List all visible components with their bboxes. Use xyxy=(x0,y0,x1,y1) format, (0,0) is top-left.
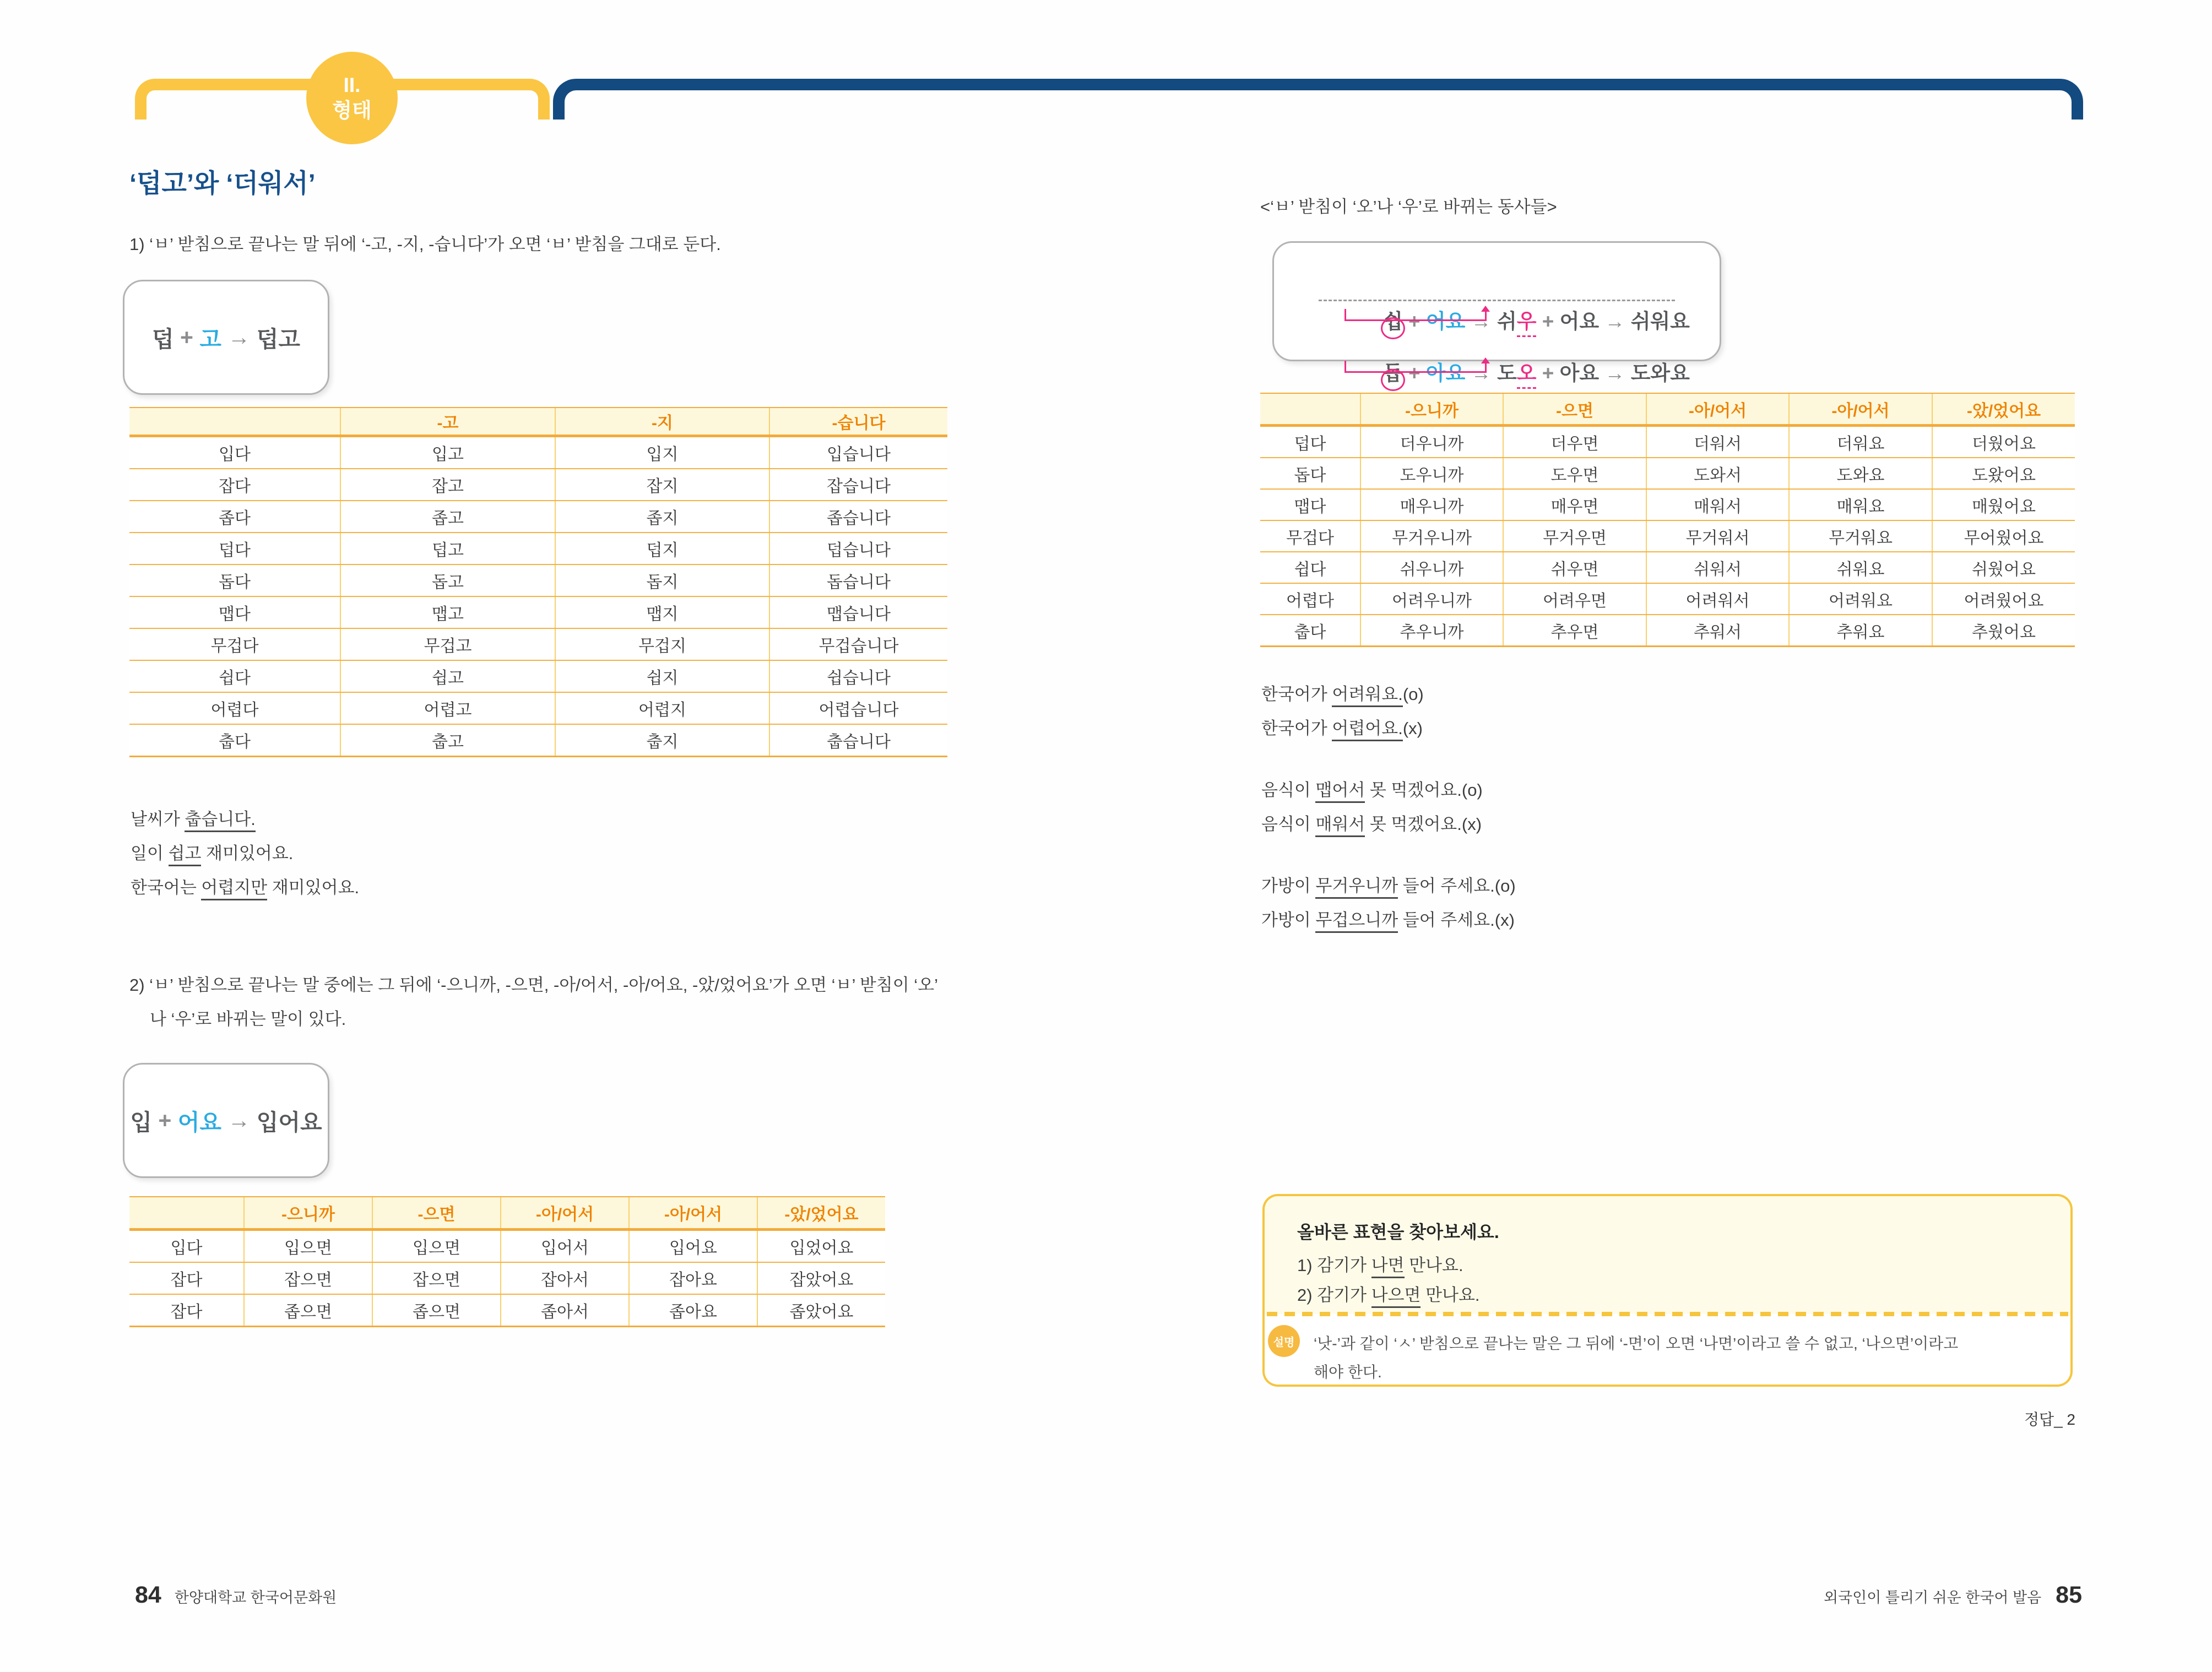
table-cell: 입지 xyxy=(555,436,769,469)
text-segment: + xyxy=(1402,310,1426,333)
right-footer-text: 외국인이 틀리기 쉬운 한국어 발음 xyxy=(1824,1589,2042,1606)
text-segment: 춥습니다. xyxy=(185,810,255,832)
table-cell: 덥다 xyxy=(1260,426,1360,458)
text-segment: 무겁으니까 xyxy=(1315,910,1398,933)
page-title: ‘덥고’와 ‘더워서’ xyxy=(129,169,316,198)
example-sentence xyxy=(1261,776,1483,803)
table-cell: 돕지 xyxy=(555,564,769,596)
text-segment: 매워서 xyxy=(1315,815,1365,837)
table-header-cell: -아/어서 xyxy=(1789,393,1932,426)
table-row xyxy=(129,628,947,660)
text-segment: 일이 xyxy=(131,844,169,863)
table-cell: 좁아요 xyxy=(629,1294,757,1327)
table-row xyxy=(129,564,947,596)
table-cell: 잡지 xyxy=(555,469,769,501)
text-segment: 만나요. xyxy=(1404,1256,1463,1275)
quiz-item-1 xyxy=(1297,1251,1463,1278)
table-cell: 좁으면 xyxy=(372,1294,501,1327)
table-cell: 어려웠어요 xyxy=(1932,583,2075,615)
text-segment: 날씨가 xyxy=(131,810,185,829)
table-cell: 추우니까 xyxy=(1360,615,1503,647)
table-cell: 입고 xyxy=(340,436,555,469)
table-cell: 무겁지 xyxy=(555,628,769,660)
text-segment: 음식이 xyxy=(1261,780,1316,800)
table-cell: 잡다 xyxy=(129,1294,244,1327)
text-segment: 우 xyxy=(1517,305,1537,337)
text-segment: (x) xyxy=(1402,719,1423,738)
example-sentence xyxy=(131,839,293,866)
table-cell: 잡아요 xyxy=(629,1262,757,1294)
table-cell: 돕습니다 xyxy=(769,564,947,596)
rule-2-text-line2: 나 ‘우’로 바뀌는 말이 있다. xyxy=(150,1009,346,1029)
formula-divider xyxy=(1319,300,1675,301)
table-row xyxy=(129,1294,885,1327)
section-badge xyxy=(306,52,398,144)
text-segment: 쉬워요 xyxy=(1630,310,1690,333)
table-row xyxy=(129,1230,885,1263)
text-segment: 어요 xyxy=(177,1110,221,1135)
example-sentence xyxy=(1261,714,1423,741)
text-segment: + xyxy=(1536,362,1560,384)
table-cell: 무겁다 xyxy=(129,628,340,660)
text-segment: 재미있어요. xyxy=(201,844,294,863)
table-header-cell: -으면 xyxy=(372,1197,501,1230)
explanation-line-2: 해야 한다. xyxy=(1314,1364,1382,1381)
text-segment: 들어 주세요.(o) xyxy=(1398,876,1516,895)
table-cell: 춥고 xyxy=(340,724,555,757)
table-cell: 좁지 xyxy=(555,501,769,533)
text-segment: 도와요 xyxy=(1630,362,1690,384)
table-cell: 좁습니다 xyxy=(769,501,947,533)
navy-bracket-decoration xyxy=(553,79,2083,120)
text-segment: 쉬 xyxy=(1497,310,1517,333)
right-section-title: <‘ㅂ’ 받침이 ‘오’나 ‘우’로 바뀌는 동사들> xyxy=(1260,197,1557,216)
text-segment: 아요 xyxy=(1559,362,1600,384)
b-to-o-connector xyxy=(1344,361,1487,373)
table-cell: 무겁고 xyxy=(340,628,555,660)
table-cell: 추웠어요 xyxy=(1932,615,2075,647)
table-cell: 입어요 xyxy=(629,1230,757,1263)
table-cell: 어려우니까 xyxy=(1360,583,1503,615)
right-page-number: 85 xyxy=(2056,1582,2082,1608)
table-header-cell: -으니까 xyxy=(244,1197,372,1230)
table-cell: 무겁습니다 xyxy=(769,628,947,660)
text-segment: 쉽고 xyxy=(169,844,202,866)
table-cell: 좁으면 xyxy=(244,1294,372,1327)
text-segment: (o) xyxy=(1402,685,1424,704)
table-cell: 좁다 xyxy=(129,501,340,533)
table-cell: 쉽고 xyxy=(340,660,555,692)
table-cell: 무어웠어요 xyxy=(1932,520,2075,552)
text-segment: 쉽 xyxy=(1383,305,1403,334)
example-sentence xyxy=(131,805,256,832)
quiz-title: 올바른 표현을 찾아보세요. xyxy=(1297,1222,1499,1242)
table-cell: 매우니까 xyxy=(1360,489,1503,520)
table-cell: 잡습니다 xyxy=(769,469,947,501)
text-segment: 고 xyxy=(199,327,221,352)
table-row xyxy=(1260,458,2075,489)
table-header-cell: -아/어서 xyxy=(1646,393,1789,426)
table-cell: 어렵다 xyxy=(129,692,340,724)
text-segment: + xyxy=(1536,310,1560,333)
text-segment: 도 xyxy=(1497,362,1517,384)
text-segment: 덥 xyxy=(152,327,174,352)
text-segment: 만나요. xyxy=(1421,1285,1480,1305)
table-cell: 잡다 xyxy=(129,1262,244,1294)
conjugation-table-1 xyxy=(129,407,947,757)
table-header-cell: -아/어서 xyxy=(629,1197,757,1230)
table-cell: 더워서 xyxy=(1646,426,1789,458)
text-segment: 가방이 xyxy=(1261,910,1316,930)
quiz-item-2 xyxy=(1297,1281,1480,1308)
table-cell: 잡으면 xyxy=(244,1262,372,1294)
table-cell: 무겁다 xyxy=(1260,520,1360,552)
text-segment: 어렵어요. xyxy=(1332,719,1402,741)
table-header-cell: -지 xyxy=(555,408,769,436)
table-cell: 더웠어요 xyxy=(1932,426,2075,458)
table-cell: 좁았어요 xyxy=(757,1294,885,1327)
explanation-badge: 설명 xyxy=(1268,1325,1300,1357)
table-cell: 매웠어요 xyxy=(1932,489,2075,520)
table-cell: 쉽다 xyxy=(1260,552,1360,583)
table-row xyxy=(129,469,947,501)
text-segment: + xyxy=(152,1108,178,1133)
left-footer-text: 한양대학교 한국어문화원 xyxy=(174,1589,337,1606)
table-row xyxy=(129,596,947,628)
table-row xyxy=(1260,489,2075,520)
table-cell: 쉬웠어요 xyxy=(1932,552,2075,583)
table-cell: 어려워서 xyxy=(1646,583,1789,615)
table-cell: 돕다 xyxy=(129,564,340,596)
table-cell: 맵습니다 xyxy=(769,596,947,628)
right-footer xyxy=(1824,1582,2082,1609)
table-cell: 쉬우니까 xyxy=(1360,552,1503,583)
table-cell: 돕고 xyxy=(340,564,555,596)
text-segment: 맵어서 xyxy=(1315,780,1365,803)
text-segment: 아요 xyxy=(1425,362,1466,384)
table-cell: 춥다 xyxy=(1260,615,1360,647)
text-segment: → xyxy=(1599,310,1631,333)
table-row xyxy=(1260,426,2075,458)
text-segment: 재미있어요. xyxy=(267,878,360,897)
table-cell: 매우면 xyxy=(1503,489,1646,520)
text-segment: 나면 xyxy=(1371,1256,1405,1278)
table-row xyxy=(129,501,947,533)
text-segment: → xyxy=(221,1108,257,1133)
example-sentence xyxy=(1261,906,1515,933)
table-cell: 잡았어요 xyxy=(757,1262,885,1294)
table-cell: 입어서 xyxy=(501,1230,629,1263)
table-cell: 춥습니다 xyxy=(769,724,947,757)
table-cell: 입다 xyxy=(129,1230,244,1263)
explanation-line-1: ‘낫-’과 같이 ‘ㅅ’ 받침으로 끝나는 말은 그 뒤에 ‘-면’이 오면 ‘나면’이라고 쓸 수 없고, ‘나으면’이라고 xyxy=(1314,1335,1959,1352)
table-cell: 매워서 xyxy=(1646,489,1789,520)
table-cell: 덥지 xyxy=(555,533,769,564)
table-cell: 쉽지 xyxy=(555,660,769,692)
table-cell: 도와요 xyxy=(1789,458,1932,489)
table-cell: 무거워서 xyxy=(1646,520,1789,552)
table-cell: 도왔어요 xyxy=(1932,458,2075,489)
table-cell: 덥습니다 xyxy=(769,533,947,564)
section-badge-number: II. xyxy=(343,74,361,96)
table-cell: 덥다 xyxy=(129,533,340,564)
table-cell: 잡으면 xyxy=(372,1262,501,1294)
table-cell: 좁아서 xyxy=(501,1294,629,1327)
table-cell: 어렵습니다 xyxy=(769,692,947,724)
example-formula-1 xyxy=(124,281,328,393)
text-segment: 어요 xyxy=(1559,310,1600,333)
table-cell: 어렵다 xyxy=(1260,583,1360,615)
text-segment: 한국어가 xyxy=(1261,685,1332,704)
text-segment: 한국어가 xyxy=(1261,719,1332,738)
table-cell: 쉽다 xyxy=(129,660,340,692)
table-cell: 매워요 xyxy=(1789,489,1932,520)
table-cell: 춥지 xyxy=(555,724,769,757)
table-header-cell: -습니다 xyxy=(769,408,947,436)
text-segment: → xyxy=(1599,362,1631,384)
vowel-change-box xyxy=(1272,241,1721,384)
table-cell: 무거우니까 xyxy=(1360,520,1503,552)
text-segment: 들어 주세요.(x) xyxy=(1398,910,1515,930)
table-header-cell xyxy=(1260,393,1360,426)
table-cell: 어려워요 xyxy=(1789,583,1932,615)
text-segment: 어렵지만 xyxy=(201,878,267,900)
example-sentence xyxy=(1261,810,1482,837)
table-cell: 추워서 xyxy=(1646,615,1789,647)
table-cell: 더우면 xyxy=(1503,426,1646,458)
table-header-row xyxy=(129,1197,885,1230)
table-header-row xyxy=(129,408,947,436)
table-header-cell xyxy=(129,1197,244,1230)
text-segment: 2) 감기가 xyxy=(1297,1285,1371,1305)
text-segment: 음식이 xyxy=(1261,815,1316,834)
example-box-1 xyxy=(123,280,329,395)
table-row xyxy=(1260,552,2075,583)
text-segment: 가방이 xyxy=(1261,876,1316,895)
left-page-number: 84 xyxy=(135,1582,161,1608)
text-segment: → xyxy=(1465,362,1497,384)
table-row xyxy=(1260,583,2075,615)
text-segment: 1) 감기가 xyxy=(1297,1256,1371,1275)
table-cell: 잡다 xyxy=(129,469,340,501)
table-cell: 덥고 xyxy=(340,533,555,564)
conjugation-table-2 xyxy=(129,1196,885,1327)
table-cell: 입습니다 xyxy=(769,436,947,469)
example-sentence xyxy=(131,873,359,900)
table-cell: 맵지 xyxy=(555,596,769,628)
quiz-answer: 정답_ 2 xyxy=(2024,1411,2075,1428)
example-sentence xyxy=(1261,872,1516,899)
table-header-cell: -았/었어요 xyxy=(757,1197,885,1230)
text-segment: 못 먹겠어요.(o) xyxy=(1365,780,1483,800)
text-segment: 한국어는 xyxy=(131,878,202,897)
table-row xyxy=(129,436,947,469)
text-segment: 덥고 xyxy=(256,327,300,352)
table-row xyxy=(129,1262,885,1294)
table-cell: 도우니까 xyxy=(1360,458,1503,489)
table-cell: 돕다 xyxy=(1260,458,1360,489)
table-header-row xyxy=(1260,393,2075,426)
text-segment: 어려워요. xyxy=(1332,685,1402,707)
table-cell: 잡아서 xyxy=(501,1262,629,1294)
table-row xyxy=(1260,520,2075,552)
table-header-cell xyxy=(129,408,340,436)
text-segment: 돕 xyxy=(1383,356,1403,386)
text-segment: 입어요 xyxy=(256,1110,322,1135)
table-header-cell: -으니까 xyxy=(1360,393,1503,426)
rule-1-text: 1) ‘ㅂ’ 받침으로 끝나는 말 뒤에 ‘-고, -지, -습니다’가 오면 ‘ㅂ’ 받침을 그대로 둔다. xyxy=(129,235,721,254)
text-segment: 오 xyxy=(1517,356,1537,389)
table-row xyxy=(129,724,947,757)
text-segment: 나으면 xyxy=(1371,1285,1421,1308)
table-cell: 더우니까 xyxy=(1360,426,1503,458)
table-cell: 더워요 xyxy=(1789,426,1932,458)
table-cell: 어려우면 xyxy=(1503,583,1646,615)
table-cell: 맵고 xyxy=(340,596,555,628)
table-cell: 맵다 xyxy=(129,596,340,628)
table-cell: 좁고 xyxy=(340,501,555,533)
table-cell: 입다 xyxy=(129,436,340,469)
table-header-cell: -아/어서 xyxy=(501,1197,629,1230)
table-row xyxy=(129,533,947,564)
table-cell: 잡고 xyxy=(340,469,555,501)
table-row xyxy=(129,660,947,692)
table-cell: 입으면 xyxy=(372,1230,501,1263)
text-segment: 못 먹겠어요.(x) xyxy=(1365,815,1482,834)
text-segment: 입 xyxy=(130,1110,153,1135)
conjugation-table-3 xyxy=(1260,393,2075,647)
text-segment: 어요 xyxy=(1425,310,1466,333)
rule-2-text-line1: 2) ‘ㅂ’ 받침으로 끝나는 말 중에는 그 뒤에 ‘-으니까, -으면, -아/어서, -아/어요, -았/었어요’가 오면 ‘ㅂ’ 받침이 ‘오’ xyxy=(129,975,939,995)
table-row xyxy=(1260,615,2075,647)
section-badge-label: 형태 xyxy=(332,99,372,122)
table-cell: 쉬우면 xyxy=(1503,552,1646,583)
table-header-cell: -았/었어요 xyxy=(1932,393,2075,426)
example-sentence xyxy=(1261,680,1424,707)
text-segment: → xyxy=(1465,310,1497,333)
quiz-dashed-divider xyxy=(1267,1312,2068,1316)
text-segment: → xyxy=(221,324,257,350)
table-cell: 춥다 xyxy=(129,724,340,757)
table-cell: 무거워요 xyxy=(1789,520,1932,552)
text-segment: + xyxy=(174,324,200,350)
example-formula-2 xyxy=(124,1065,328,1176)
table-cell: 쉬워서 xyxy=(1646,552,1789,583)
table-row xyxy=(129,692,947,724)
table-cell: 어렵지 xyxy=(555,692,769,724)
text-segment: + xyxy=(1402,362,1426,384)
table-cell: 추워요 xyxy=(1789,615,1932,647)
table-cell: 도와서 xyxy=(1646,458,1789,489)
table-cell: 입으면 xyxy=(244,1230,372,1263)
table-cell: 입었어요 xyxy=(757,1230,885,1263)
table-header-cell: -고 xyxy=(340,408,555,436)
table-cell: 쉬워요 xyxy=(1789,552,1932,583)
text-segment: 무거우니까 xyxy=(1315,876,1398,899)
table-cell: 추우면 xyxy=(1503,615,1646,647)
table-cell: 어렵고 xyxy=(340,692,555,724)
example-box-2 xyxy=(123,1063,329,1178)
table-cell: 쉽습니다 xyxy=(769,660,947,692)
table-cell: 도우면 xyxy=(1503,458,1646,489)
table-header-cell: -으면 xyxy=(1503,393,1646,426)
table-cell: 무거우면 xyxy=(1503,520,1646,552)
table-cell: 맵다 xyxy=(1260,489,1360,520)
left-footer xyxy=(135,1582,337,1609)
